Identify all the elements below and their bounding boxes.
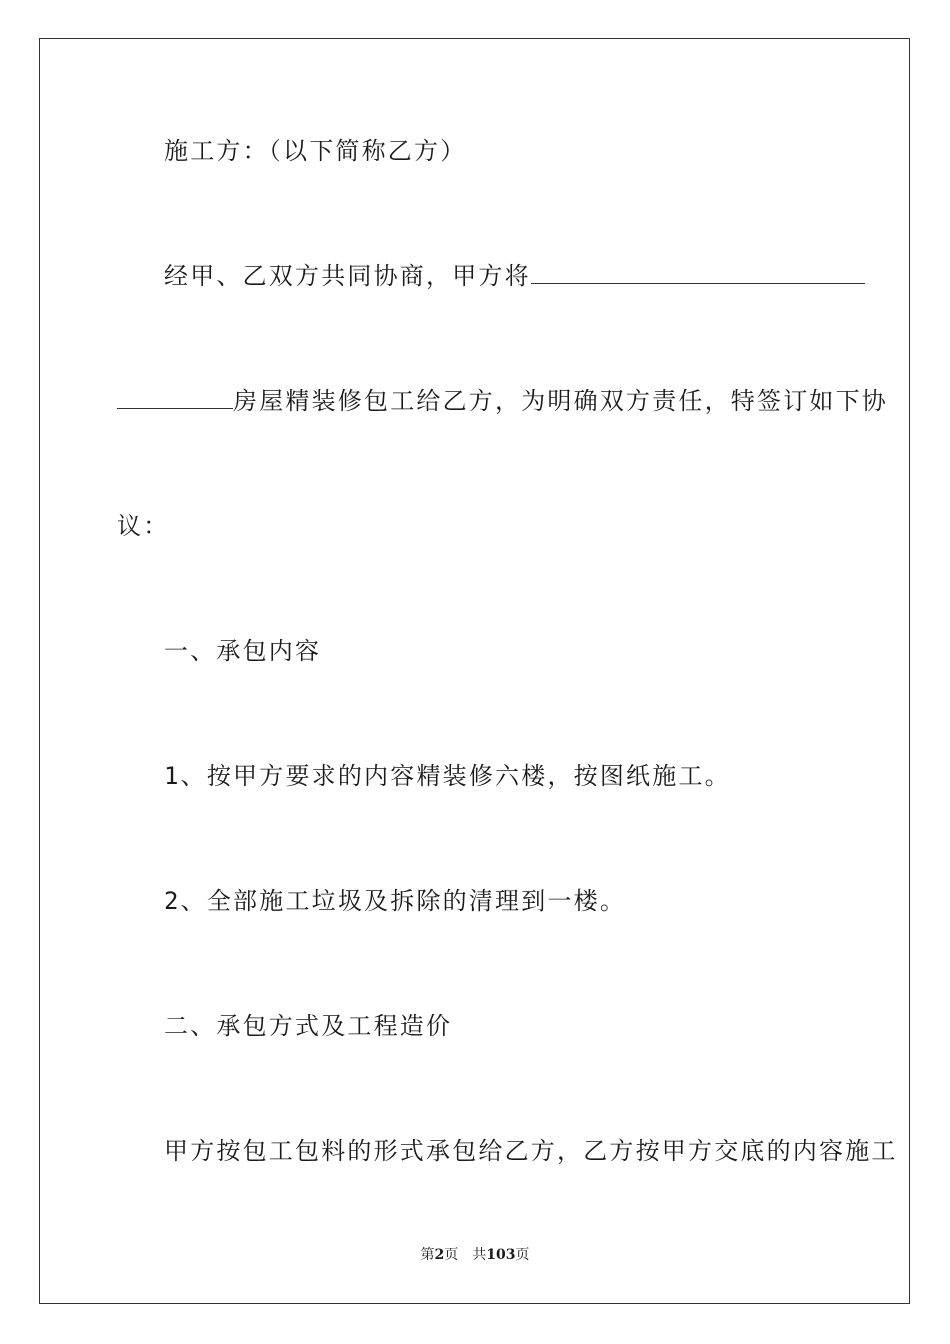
section-1-item-1: 1、按甲方要求的内容精装修六楼，按图纸施工。 <box>164 762 731 790</box>
page-prefix: 第 <box>420 1247 435 1263</box>
page-number: 2 <box>434 1247 445 1263</box>
page-border <box>39 38 910 1304</box>
page-suffix: 页 <box>444 1247 459 1263</box>
total-pages: 103 <box>486 1247 516 1263</box>
contractor-line: 施工方：（以下简称乙方） <box>164 137 467 165</box>
total-prefix: 共 <box>472 1247 487 1263</box>
fill-blank-2[interactable] <box>117 386 233 409</box>
intro-line-2 <box>117 385 888 417</box>
section-1-title: 一、承包内容 <box>164 637 322 665</box>
fill-blank-1[interactable] <box>531 261 865 284</box>
section-1-item-2: 2、全部施工垃圾及拆除的清理到一楼。 <box>164 887 627 915</box>
intro-text-2: 房屋精装修包工给乙方，为明确双方责任，特签订如下协 <box>233 387 888 415</box>
section-2-title: 二、承包方式及工程造价 <box>164 1012 453 1040</box>
total-suffix: 页 <box>515 1247 530 1263</box>
intro-text-1: 经甲、乙双方共同协商，甲方将 <box>164 262 531 290</box>
intro-line-3: 议： <box>117 512 170 540</box>
section-2-text: 甲方按包工包料的形式承包给乙方，乙方按甲方交底的内容施工 <box>164 1137 898 1165</box>
intro-line-1 <box>164 260 865 292</box>
page-footer <box>0 1245 950 1265</box>
